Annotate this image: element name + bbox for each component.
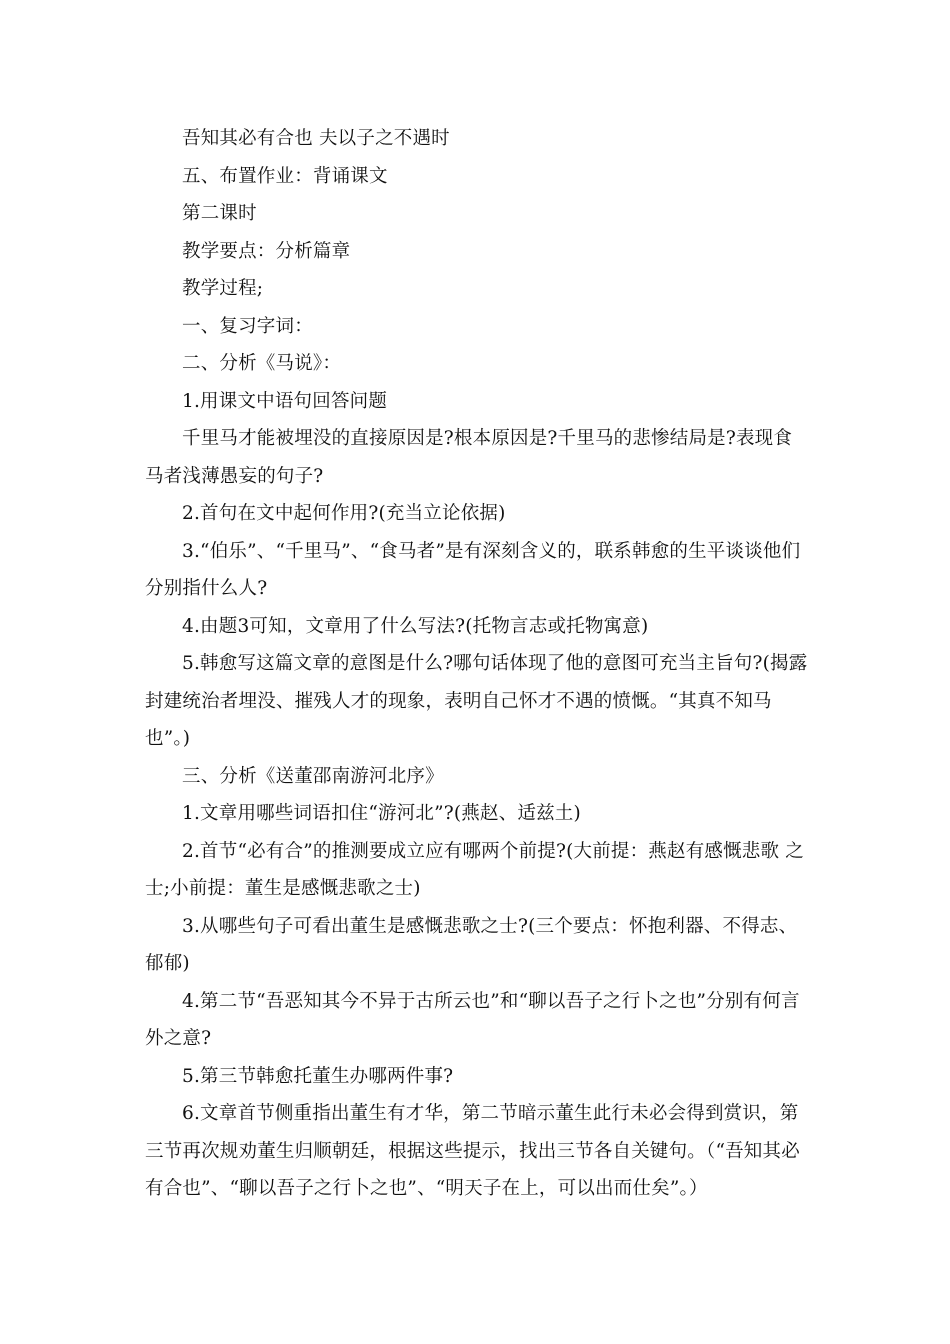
paragraph-2: 五、布置作业：背诵课文 (182, 165, 388, 187)
paragraph-1: 吾知其必有合也 夫以子之不遇时 (182, 128, 450, 149)
paragraph-10: 2.首句在文中起何作用?(充当立论依据) (182, 503, 506, 524)
paragraph-20: 6.文章首节侧重指出董生有才华，第二节暗示董生此行未必会得到赏识，第三节再次规劝董生归顺朝廷，根据这些提示，找出三节各自关键句。（“吾知其必有合也”、“聊以吾子之行卜之也”、“明天子在上，可以出而仕矣”。） (145, 1103, 800, 1199)
paragraph-5: 教学过程; (182, 278, 264, 299)
paragraph-3: 第二课时 (182, 203, 257, 224)
document-body (145, 120, 810, 1208)
paragraph-13: 5.韩愈写这篇文章的意图是什么?哪句话体现了他的意图可充当主旨句?(揭露封建统治者埋没、摧残人才的现象，表明自己怀才不遇的愤慨。“其真不知马也”。) (145, 653, 808, 749)
paragraph-16: 2.首节“必有合”的推测要成立应有哪两个前提?(大前提：燕赵有感慨悲歌 之士;小前提：董生是感慨悲歌之士) (145, 840, 804, 899)
paragraph-17: 3.从哪些句子可看出董生是感慨悲歌之士?(三个要点：怀抱利器、不得志、郁郁) (145, 915, 798, 974)
paragraph-14: 三、分析《送董邵南游河北序》 (182, 765, 444, 787)
paragraph-7: 二、分析《马说》： (182, 353, 342, 374)
paragraph-19: 5.第三节韩愈托董生办哪两件事? (182, 1065, 454, 1087)
paragraph-12: 4.由题3可知，文章用了什么写法?(托物言志或托物寓意) (182, 615, 649, 637)
paragraph-4: 教学要点：分析篇章 (182, 240, 351, 262)
paragraph-11: 3.“伯乐”、“千里马”、“食马者”是有深刻含义的，联系韩愈的生平谈谈他们分别指什么人? (145, 540, 801, 599)
paragraph-6: 一、复习字词： (182, 315, 313, 337)
paragraph-18: 4.第二节“吾恶知其今不异于古所云也”和“聊以吾子之行卜之也”分别有何言外之意? (145, 990, 800, 1049)
paragraph-15: 1.文章用哪些词语扣住“游河北”?(燕赵、适兹土) (182, 803, 581, 824)
paragraph-8: 1.用课文中语句回答问题 (182, 390, 388, 412)
paragraph-9: 千里马才能被埋没的直接原因是?根本原因是?千里马的悲惨结局是?表现食马者浅薄愚妄的句子? (145, 428, 793, 487)
